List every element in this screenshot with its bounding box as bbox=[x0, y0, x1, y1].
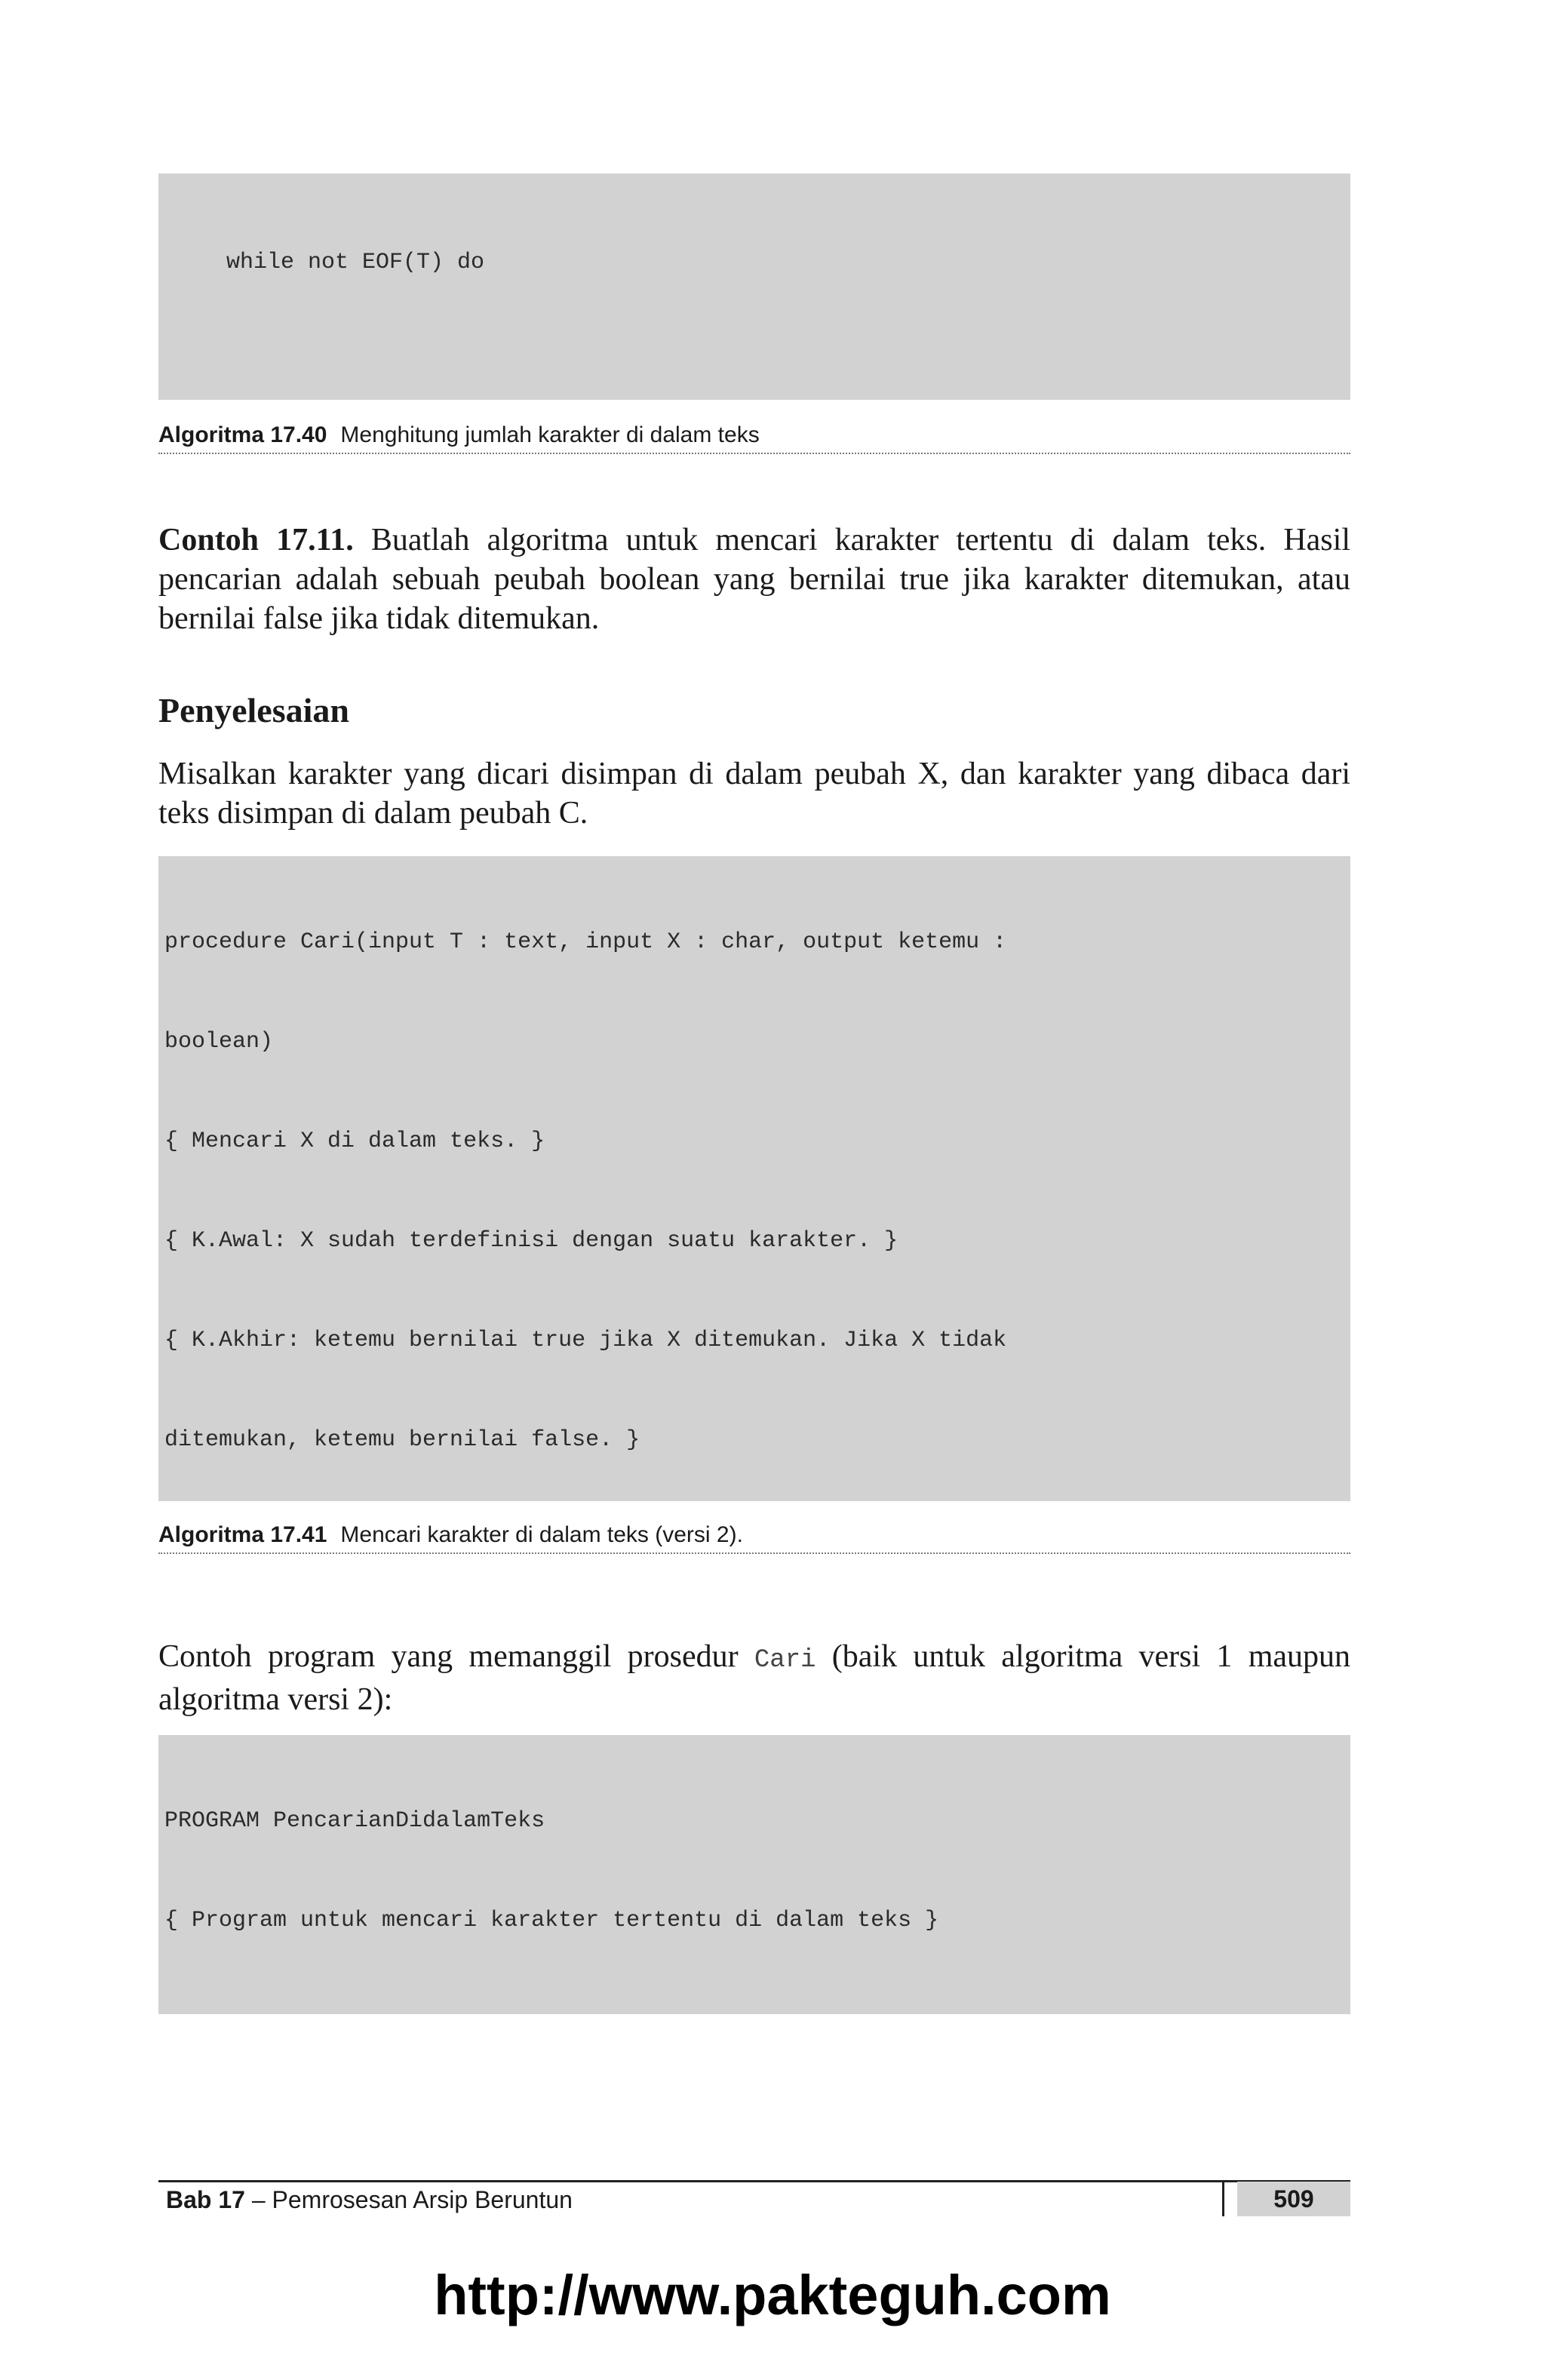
footer-title-text: – Pemrosesan Arsip Beruntun bbox=[244, 2186, 573, 2213]
code-line: boolean) bbox=[164, 1029, 274, 1055]
footer-rule bbox=[158, 2180, 1350, 2182]
code-line: PROGRAM PencarianDidalamTeks bbox=[164, 1808, 545, 1834]
solution-heading: Penyelesaian bbox=[158, 691, 349, 729]
code-block-3 bbox=[158, 1735, 1350, 2014]
inline-code: Cari bbox=[754, 1646, 816, 1675]
code-line bbox=[164, 2004, 1350, 2014]
footer-chapter: Bab 17 bbox=[166, 2186, 245, 2213]
footer-divider bbox=[1222, 2182, 1224, 2216]
caption-text: Mencari karakter di dalam teks (versi 2). bbox=[340, 1522, 743, 1547]
example-title: Contoh 17.11. bbox=[158, 523, 354, 557]
code-line: ditemukan, ketemu bernilai false. } bbox=[164, 1427, 640, 1453]
code-line: while not EOF(T) do bbox=[199, 250, 485, 275]
intro-text-after: (baik untuk algoritma versi 1 maupun algoritma versi 2): bbox=[158, 1639, 1351, 1717]
code-line: { K.Awal: X sudah terdefinisi dengan suatu karakter. } bbox=[164, 1228, 898, 1254]
intro-text-before: Contoh program yang memanggil prosedur bbox=[158, 1639, 739, 1674]
code-block-2 bbox=[158, 856, 1350, 1501]
code-line: { Program untuk mencari karakter tertentu di dalam teks } bbox=[164, 1908, 939, 1933]
code-block-1 bbox=[158, 174, 1350, 400]
code-line: procedure Cari(input T : text, input X : char, output ketemu : bbox=[164, 929, 1007, 955]
example-paragraph bbox=[158, 521, 1350, 638]
caption-label: Algoritma 17.40 bbox=[158, 422, 327, 447]
caption-text: Menghitung jumlah karakter di dalam teks bbox=[340, 422, 760, 447]
page-number: 509 bbox=[1237, 2182, 1350, 2216]
example-text: Buatlah algoritma untuk mencari karakter tertentu di dalam teks. Hasil pencarian adalah sebuah peubah boolean yang bernilai true jika karakter ditemukan, atau bernilai false jika tidak ditemukan. bbox=[158, 523, 1350, 636]
program-intro-paragraph bbox=[158, 1637, 1350, 1719]
caption-label: Algoritma 17.41 bbox=[158, 1522, 327, 1547]
algorithm-caption-1 bbox=[158, 422, 1350, 454]
code-line: { K.Akhir: ketemu bernilai true jika X ditemukan. Jika X tidak bbox=[164, 1328, 1007, 1353]
algorithm-caption-2 bbox=[158, 1522, 1350, 1554]
solution-paragraph: Misalkan karakter yang dicari disimpan di dalam peubah X, dan karakter yang dibaca dari teks disimpan di dalam peubah C. bbox=[158, 757, 1350, 831]
code-line bbox=[199, 345, 1350, 379]
website-watermark: http://www.pakteguh.com bbox=[434, 2264, 1111, 2326]
footer-chapter-title bbox=[166, 2186, 573, 2214]
code-line: { Mencari X di dalam teks. } bbox=[164, 1129, 545, 1154]
